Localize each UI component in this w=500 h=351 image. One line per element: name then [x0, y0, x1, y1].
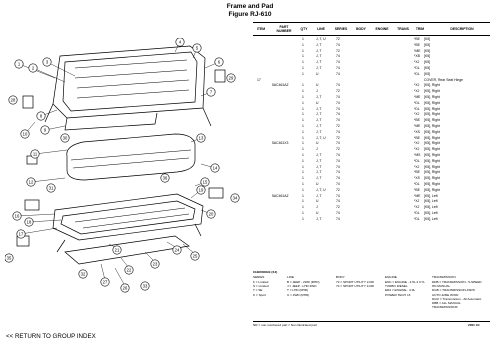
row-trim: *XS — [414, 129, 420, 134]
row-series: 74 — [336, 60, 340, 65]
row-description: [K5], Right — [424, 182, 440, 186]
row-line: J, T — [316, 216, 322, 221]
row-trim: *ME — [414, 48, 421, 53]
row-description: [K5], Right — [424, 83, 440, 88]
row-qty: 1 — [302, 216, 304, 221]
row-line: J, T — [316, 95, 322, 99]
row-description: [K5], Right — [424, 124, 440, 128]
row-description: [K5], Left — [424, 216, 438, 221]
row-line: U — [316, 141, 319, 146]
header-rule-top — [253, 22, 490, 23]
col-qty: QTY — [300, 27, 308, 31]
callout-22 — [125, 266, 133, 274]
row-line: U — [316, 100, 319, 105]
seat-riser — [65, 236, 189, 264]
legend-trans-head: TRANSMISSION — [432, 275, 456, 279]
callout-label: 16 — [14, 213, 20, 219]
callout-label: 17 — [18, 231, 24, 237]
row-trim: *XJ — [414, 205, 420, 210]
legend-body — [336, 280, 374, 288]
callout-19 — [197, 186, 205, 194]
col-trim: TRIM — [415, 27, 425, 31]
row-line: J — [316, 147, 318, 152]
callout-label: 21 — [114, 247, 120, 253]
row-description: [K5], Right — [424, 187, 440, 192]
callout-label: 9 — [43, 127, 47, 133]
row-qty: 1 — [302, 205, 304, 210]
row-qty: 1 — [302, 118, 304, 123]
row-series: 72 — [336, 124, 340, 128]
row-qty: 1 — [302, 95, 304, 99]
exploded-diagram — [5, 38, 250, 308]
legend-entry: F = Limited — [253, 280, 269, 284]
row-qty: 1 — [302, 187, 304, 192]
legend-entry: ER4 = ENGINE - 4.0L — [385, 288, 416, 293]
legend-entry: DGO = Transmission - All Automatic — [432, 296, 482, 301]
row-part-number: 5AC461AZ — [272, 193, 289, 198]
row-part-number: 5AC461X3 — [272, 141, 289, 146]
row-trim: *BE — [414, 42, 420, 47]
callout-34 — [231, 194, 239, 202]
row-description: [K5], Right — [424, 95, 440, 99]
row-series: 74 — [336, 199, 340, 204]
callout-26 — [121, 284, 129, 292]
row-description: [K5], Right — [424, 106, 440, 111]
row-series: 74 — [336, 71, 340, 76]
row-qty: 1 — [302, 135, 304, 140]
row-line: U — [316, 182, 319, 186]
legend-entry: DBB = ALL MANUAL — [432, 301, 461, 306]
callout-33 — [141, 282, 149, 290]
row-series: 74 — [336, 112, 340, 117]
row-item: 17 — [257, 77, 261, 82]
callout-label: 11 — [32, 151, 38, 157]
row-description: [K5], Right — [424, 176, 440, 181]
row-trim: *DL — [414, 66, 420, 70]
row-trim: *XJ — [414, 199, 420, 204]
callout-16 — [13, 212, 21, 220]
row-description: [K5], Right — [424, 147, 440, 152]
seat-cushion-frame — [53, 194, 203, 240]
callout-label: 5 — [195, 45, 199, 51]
callout-11 — [31, 150, 39, 158]
row-qty: 1 — [302, 147, 304, 152]
row-line: J, T — [316, 170, 322, 175]
legend-entry: T = LHD (RHD) — [287, 288, 309, 293]
row-line: U — [316, 211, 319, 215]
row-trim: *DL — [414, 216, 420, 221]
row-trim: *XB — [414, 54, 420, 59]
row-description: [K5] — [424, 42, 431, 47]
row-description: [K5], Left — [424, 199, 438, 204]
row-description: COVER, Rear Seat Hinge — [424, 77, 464, 82]
callout-label: 3 — [45, 59, 49, 65]
callout-5 — [193, 44, 201, 52]
row-description: [K5], Right — [424, 129, 440, 134]
row-trim: *BE — [414, 118, 420, 123]
callout-label: 28 — [10, 97, 16, 103]
row-series: 74 — [336, 118, 340, 123]
row-series: 74 — [336, 193, 340, 198]
row-line: J, T — [316, 42, 322, 47]
row-trim: *BE — [414, 187, 420, 192]
callout-15 — [201, 178, 209, 186]
row-qty: 1 — [302, 42, 304, 47]
row-line: J — [316, 89, 318, 94]
callout-20 — [207, 210, 215, 218]
legend-entry: U = 4WD (RHD) — [287, 292, 310, 297]
row-series: 72 — [336, 205, 340, 210]
row-series: 74 — [336, 54, 340, 59]
row-trim: *XJ — [414, 89, 420, 94]
callout-label: 31 — [48, 185, 54, 191]
row-series: 74 — [336, 216, 340, 221]
callout-10 — [21, 130, 29, 138]
callout-4 — [176, 38, 184, 46]
row-series: 74 — [336, 176, 340, 181]
row-qty: 1 — [302, 193, 304, 198]
row-line: J, T — [316, 106, 322, 111]
callout-32 — [79, 270, 87, 278]
row-description: [K5], Right — [424, 118, 440, 123]
row-trim: *BE — [414, 37, 420, 41]
callout-7 — [207, 88, 215, 96]
row-series: 74 — [336, 141, 340, 146]
row-trim: *MS — [414, 153, 421, 157]
legend-engine-head: ENGINE — [385, 275, 397, 279]
row-line: J, T — [316, 112, 322, 117]
row-qty: 1 — [302, 71, 304, 76]
row-qty: 1 — [302, 124, 304, 128]
callout-13 — [197, 134, 205, 142]
callout-label: 8 — [39, 113, 43, 119]
row-trim: *DL — [414, 158, 420, 163]
col-series: SERIES — [334, 27, 348, 31]
legend-entry: HD MANUAL — [432, 284, 451, 289]
footnote: NR = non-numbered part = Non illustrated part — [253, 323, 317, 327]
callout-2 — [29, 64, 37, 72]
callout-label: 30 — [62, 135, 68, 141]
row-line: J, T, U — [316, 187, 326, 192]
callout-12 — [27, 178, 35, 186]
callout-3 — [43, 58, 51, 66]
legend-line — [287, 280, 320, 297]
legend-entry: POWER TECH I-6 — [385, 292, 411, 297]
row-line: J, T — [316, 66, 322, 70]
callout-label: 10 — [22, 131, 28, 137]
callout-label: 7 — [209, 89, 213, 95]
callout-label: 24 — [174, 247, 180, 253]
callout-label: 27 — [102, 279, 108, 285]
row-qty: 1 — [302, 153, 304, 157]
callout-label: 15 — [202, 179, 208, 185]
legend-entry: ENC = ENGINE - 2.5L 4 CYL — [385, 280, 426, 284]
row-qty: 1 — [302, 176, 304, 181]
legend-entry: T = SE — [253, 288, 263, 293]
row-line: U — [316, 71, 319, 76]
col-line: LINE — [317, 27, 325, 31]
row-qty: 1 — [302, 158, 304, 163]
callout-label: 2 — [31, 65, 35, 71]
page-title: Frame and Pad — [226, 3, 274, 10]
col-trans: TRANS — [397, 27, 409, 31]
return-to-group-index-link[interactable]: << RETURN TO GROUP INDEX — [6, 333, 96, 340]
row-qty: 1 — [302, 164, 304, 169]
row-qty: 1 — [302, 100, 304, 105]
row-description: [K5] — [424, 71, 431, 76]
row-series: 74 — [336, 129, 340, 134]
row-trim: *XJ — [414, 60, 420, 65]
callout-label: 18 — [26, 219, 32, 225]
row-description: [K5], Right — [424, 89, 440, 94]
callout-23 — [151, 260, 159, 268]
row-qty: 1 — [302, 66, 304, 70]
callout-label: 29 — [228, 75, 234, 81]
col-item: ITEM — [256, 27, 266, 31]
col-body: BODY — [356, 27, 366, 31]
row-description: [K5] — [424, 66, 431, 70]
row-series: 72 — [336, 89, 340, 94]
legend-entry: K = Sport — [253, 292, 266, 297]
row-trim: *BE — [414, 170, 420, 175]
row-trim: *XJ — [414, 83, 420, 88]
row-line: J, T — [316, 129, 322, 134]
header-rule-bottom — [253, 35, 490, 36]
callout-label: 32 — [80, 271, 86, 277]
row-series: 74 — [336, 66, 340, 70]
row-series: 74 — [336, 100, 340, 105]
legend-series — [253, 280, 269, 297]
row-line: J, T — [316, 176, 322, 181]
row-line: U — [316, 199, 319, 204]
row-trim: *DL — [414, 182, 420, 186]
callout-14 — [211, 164, 219, 172]
legend-engine — [385, 280, 425, 297]
callout-28 — [9, 96, 17, 104]
row-line: J, T — [316, 48, 322, 53]
legend-entry: TRANSMISSIONS — [432, 305, 458, 310]
legend-entry: TURBO DIESEL — [385, 284, 408, 289]
row-line: J, T — [316, 158, 322, 163]
row-qty: 1 — [302, 182, 304, 186]
row-qty: 1 — [302, 89, 304, 94]
legend-entry: J = JEEP - LHD 4WD — [287, 284, 317, 289]
row-qty: 1 — [302, 211, 304, 215]
row-line: J, T — [316, 124, 322, 128]
row-qty: 1 — [302, 54, 304, 59]
row-description: [K5], Left — [424, 205, 438, 210]
row-trim: *XJ — [414, 141, 420, 146]
legend-entry: AUTO 42RE W/OD — [432, 292, 459, 297]
row-trim: *ME — [414, 193, 421, 198]
footer-rule — [253, 321, 490, 322]
callout-label: 34 — [232, 195, 238, 201]
callout-label: 25 — [192, 253, 198, 259]
callout-label: 19 — [198, 187, 204, 193]
callout-8 — [37, 112, 45, 120]
legend-body-head: BODY — [336, 275, 345, 279]
row-series: 74 — [336, 158, 340, 163]
callout-31 — [47, 184, 55, 192]
row-qty: 1 — [302, 60, 304, 65]
row-series: 72 — [336, 135, 340, 140]
callout-29 — [227, 74, 235, 82]
row-description: [K5] — [424, 54, 431, 59]
row-series: 74 — [336, 106, 340, 111]
row-description: [K5], Right — [424, 100, 440, 105]
callout-35 — [5, 254, 13, 262]
row-qty: 1 — [302, 106, 304, 111]
row-part-number: 5AC461AZ — [272, 83, 289, 88]
row-series: 74 — [336, 83, 340, 88]
row-qty: 1 — [302, 83, 304, 88]
col-part-number: PART NUMBER — [276, 25, 292, 33]
callout-9 — [41, 126, 49, 134]
row-description: [K5], Right — [424, 135, 440, 140]
row-trim: *BE — [414, 135, 420, 140]
row-trim: *XJ — [414, 164, 420, 169]
row-qty: 1 — [302, 129, 304, 134]
legend-entry: S = Limited — [253, 284, 269, 289]
callout-label: 26 — [122, 285, 128, 291]
row-line: J, T — [316, 153, 322, 157]
callout-27 — [101, 278, 109, 286]
row-series: 74 — [336, 182, 340, 186]
row-qty: 1 — [302, 141, 304, 146]
row-qty: 1 — [302, 199, 304, 204]
callout-6 — [215, 58, 223, 66]
callout-17 — [17, 230, 25, 238]
row-series: 74 — [336, 211, 340, 215]
seat-cushion-pad — [67, 134, 195, 180]
row-line: J, T, U — [316, 135, 326, 140]
legend-entry: 72 = SPORT UTILITY 2-DR — [336, 280, 374, 284]
row-line: U — [316, 83, 319, 88]
row-description: [K5] — [424, 37, 431, 41]
callout-label: 36 — [162, 175, 168, 181]
row-series: 74 — [336, 153, 340, 157]
row-trim: *DL — [414, 211, 420, 215]
row-trim: *XJ — [414, 112, 420, 117]
row-description: [K5], Right — [424, 170, 440, 175]
legend-entry: DGB = TRANSMISSION-4SPD — [432, 288, 475, 293]
callout-36 — [161, 174, 169, 182]
row-trim: *DL — [414, 106, 420, 111]
legend-entry: B = JEEP - 2WD (RHD) — [287, 280, 320, 284]
row-description: [K5], Left — [424, 193, 438, 198]
callout-24 — [173, 246, 181, 254]
row-trim: *ME — [414, 124, 421, 128]
callout-label: 14 — [212, 165, 218, 171]
callout-30 — [61, 134, 69, 142]
row-line: J, T — [316, 118, 322, 123]
row-qty: 1 — [302, 112, 304, 117]
legend-entry: DDB = TRANSMISSION - 5-SPEED — [432, 280, 482, 284]
row-series: 72 — [336, 48, 340, 53]
row-line: J, T, U — [316, 37, 326, 41]
row-series: 74 — [336, 170, 340, 175]
row-description: [K5], Right — [424, 153, 440, 157]
callout-label: 33 — [142, 283, 148, 289]
row-trim: *DL — [414, 71, 420, 76]
page-reference: 2001 XJ — [468, 323, 480, 327]
row-trim: *XJ — [414, 147, 420, 152]
callout-label: 35 — [6, 255, 12, 261]
figure-number: Figure RJ-610 — [228, 11, 272, 18]
row-description: [K5], Right — [424, 158, 440, 163]
callout-label: 22 — [126, 267, 132, 273]
row-description: [K5] — [424, 60, 431, 65]
callout-label: 23 — [152, 261, 158, 267]
row-series: 72 — [336, 147, 340, 152]
row-series: 74 — [336, 95, 340, 99]
row-trim: *DL — [414, 100, 420, 105]
callout-25 — [191, 252, 199, 260]
row-description: [K5], Right — [424, 141, 440, 146]
callout-1 — [15, 60, 23, 68]
legend-title: CHEROKEE (XJ) — [253, 270, 278, 274]
callout-label: 12 — [28, 179, 34, 185]
legend-trans — [432, 280, 482, 309]
legend-series-head: SERIES — [253, 275, 265, 279]
row-line: J, T — [316, 193, 322, 198]
callout-label: 1 — [17, 61, 21, 67]
legend-entry: 74 = SPORT UTILITY 4-DR — [336, 284, 374, 289]
callout-label: 20 — [208, 211, 214, 217]
row-line: J, T — [316, 54, 322, 59]
row-series: 74 — [336, 42, 340, 47]
row-line: J, T — [316, 164, 322, 169]
row-series: 72 — [336, 37, 340, 41]
callout-label: 13 — [198, 135, 204, 141]
row-description: [K5], Right — [424, 112, 440, 117]
col-engine: ENGINE — [375, 27, 389, 31]
row-series: 72 — [336, 187, 340, 192]
row-qty: 1 — [302, 48, 304, 53]
callout-18 — [25, 218, 33, 226]
row-description: [K5] — [424, 48, 431, 53]
row-description: [K5], Left — [424, 211, 438, 215]
row-line: J, T — [316, 60, 322, 65]
callout-label: 4 — [178, 39, 182, 45]
row-series: 74 — [336, 164, 340, 169]
row-trim: *XS — [414, 176, 420, 181]
col-description: DESCRIPTION — [450, 27, 474, 31]
row-line: J — [316, 205, 318, 210]
legend-line-head: LINE — [287, 275, 294, 279]
row-description: [K5], Right — [424, 164, 440, 169]
row-qty: 1 — [302, 37, 304, 41]
row-qty: 1 — [302, 170, 304, 175]
row-trim: *ME — [414, 95, 421, 99]
callout-21 — [113, 246, 121, 254]
callout-label: 6 — [217, 59, 221, 65]
